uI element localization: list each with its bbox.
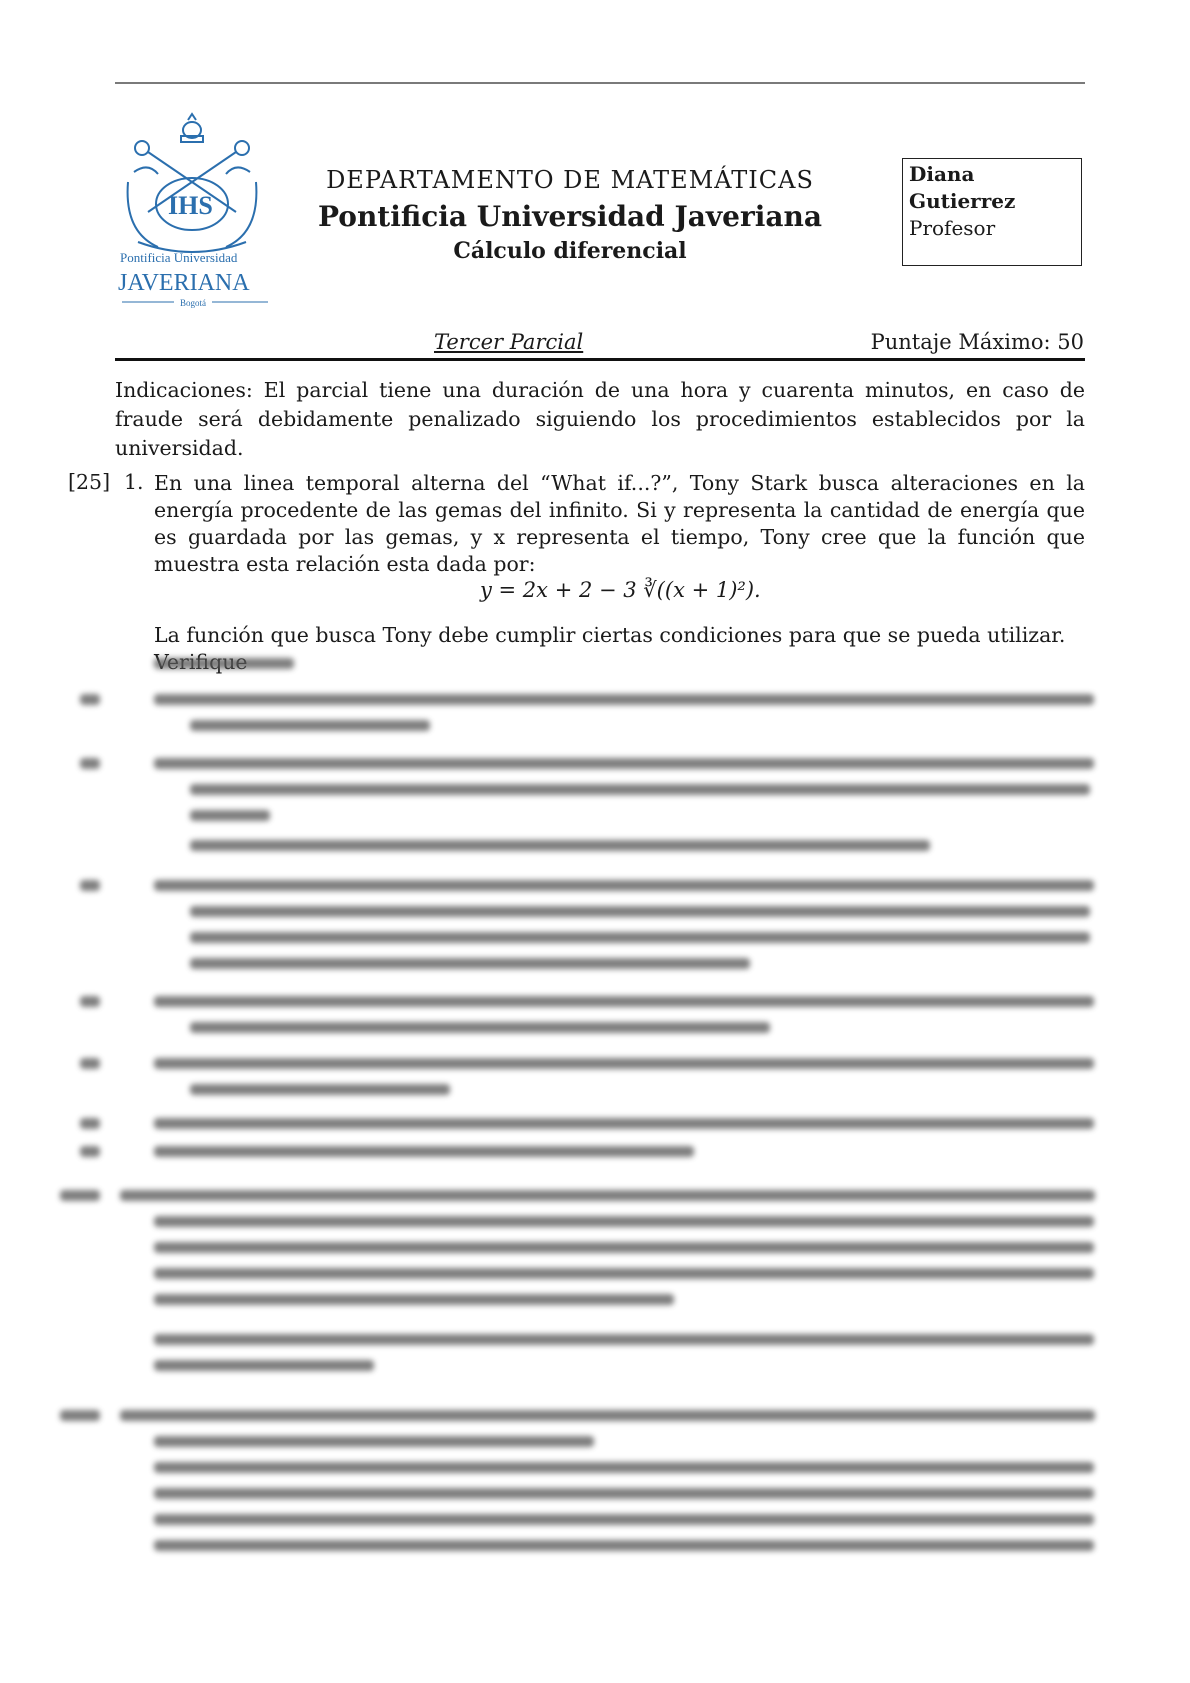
question1-followup: La función que busca Tony debe cumplir ciertas condiciones para que se pueda utilizar. [154,623,1066,647]
professor-first-name: Diana [909,162,975,186]
question1-equation: y = 2x + 2 − 3 ∛((x + 1)²). [480,578,761,602]
university-name: Pontificia Universidad Javeriana [317,200,823,233]
svg-text:Pontificia Universidad: Pontificia Universidad [120,250,238,265]
professor-role: Profesor [909,216,996,240]
instructions: Indicaciones: El parcial tiene una duración de una hora y cuarenta minutos, en caso de fraude será debidamente penalizado siguiendo los procedimientos establecidos por la universidad. [115,378,1085,460]
question1-number: 1. [124,470,144,494]
university-logo [118,112,278,312]
top-rule [115,82,1085,84]
svg-text:Bogotá: Bogotá [180,298,206,308]
svg-text:JAVERIANA: JAVERIANA [118,270,250,296]
question1-points: [25] [68,470,111,494]
max-score: Puntaje Máximo: 50 [870,330,1084,354]
blurred-content [60,640,1100,1680]
header-rule [115,358,1085,361]
course-name: Cálculo diferencial [453,238,687,264]
professor-box [902,158,1082,266]
department-title: DEPARTAMENTO DE MATEMÁTICAS [326,166,814,194]
question1-text: En una linea temporal alterna del “What if...?”, Tony Stark busca alteraciones en la energía procedente de las gemas del infinito. Si y representa la cantidad de energía que es guardada por las gemas, y x representa el tiempo, Tony cree que la función que muestra esta relación esta dada por: [154,471,1085,576]
svg-text:IHS: IHS [168,191,213,220]
exam-title: Tercer Parcial [434,330,584,354]
professor-last-name: Gutierrez [909,189,1016,213]
